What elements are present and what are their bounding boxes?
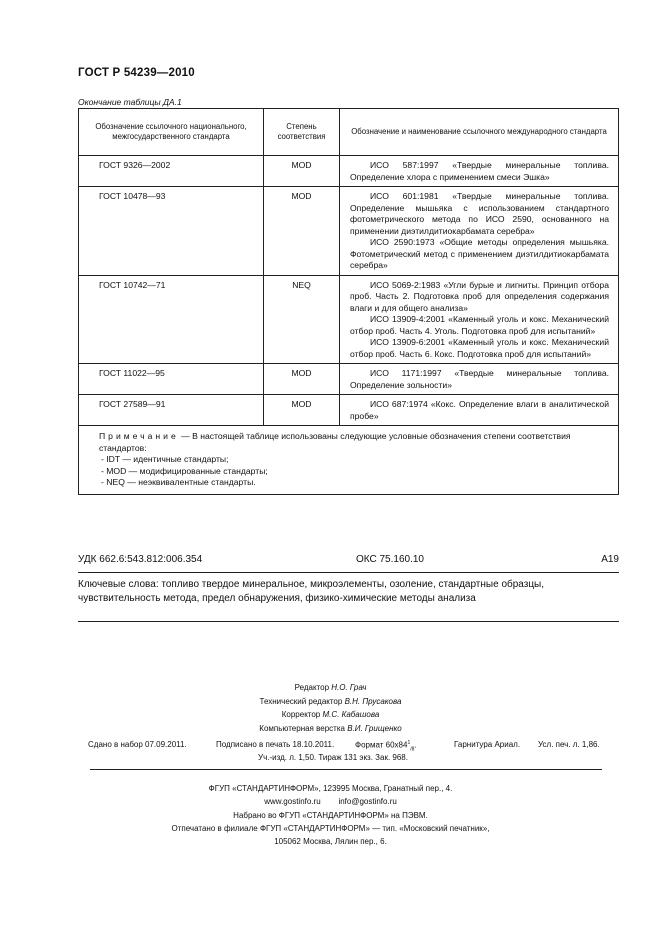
international-standard-cell [340, 395, 619, 426]
note-item: - NEQ — неэквивалентные стандарты. [101, 477, 256, 487]
note-item: - IDT — идентичные стандарты; [101, 454, 229, 464]
column-header-national: Обозначение ссылочного национального, межгосударственного стандарта [79, 109, 264, 156]
table-caption: Окончание таблицы ДА.1 [78, 97, 182, 107]
category-code: А19 [601, 554, 619, 565]
degree-cell: MOD [264, 156, 340, 187]
publisher-footer [0, 782, 661, 848]
note-label: Примечание [99, 431, 179, 441]
divider-bottom [78, 621, 619, 622]
publisher-address: ФГУП «СТАНДАРТИНФОРМ», 123995 Москва, Гранатный пер., 4. [208, 784, 453, 793]
national-standard-cell: ГОСТ 11022—95 [79, 364, 264, 395]
international-standard-cell [340, 156, 619, 187]
table-row [79, 395, 619, 426]
international-standard-text: ИСО 5069-2:1983 «Угли бурые и лигниты. Принцип отбора проб. Часть 2. Подготовка проб для определения содержания влаги и для общего анализа» [350, 279, 609, 313]
international-standard-text: ИСО 1171:1997 «Твердые минеральные топлива. Определение зольности» [350, 368, 609, 390]
international-standard-cell [340, 275, 619, 364]
typeset-note: Набрано во ФГУП «СТАНДАРТИНФОРМ» на ПЭВМ. [233, 810, 428, 820]
table-note [79, 426, 619, 495]
international-standard-text: ИСО 687:1974 «Кокс. Определение влаги в аналитической пробе» [350, 399, 609, 421]
degree-cell: MOD [264, 395, 340, 426]
print-font: Гарнитура Ариал. [454, 740, 521, 749]
credit-layout: Компьютерная верстка В.И. Грищенко [259, 723, 402, 733]
print-info [78, 740, 638, 752]
table-row [79, 275, 619, 364]
document-header: ГОСТ Р 54239—2010 [78, 67, 195, 79]
oks-code: ОКС 75.160.10 [356, 554, 424, 565]
table-row [79, 364, 619, 395]
note-text: — В настоящей таблице использованы следующие условные обозначения степени соответствия стандартов: [99, 431, 571, 453]
degree-cell: MOD [264, 364, 340, 395]
table-note-row [79, 426, 619, 495]
divider-print [90, 769, 602, 770]
keywords: Ключевые слова: топливо твердое минеральное, микроэлементы, озоление, стандартные образцы, чувствительность метода, предел обнаружения, физико-химические методы анализа [78, 579, 545, 604]
table-header-row [79, 109, 619, 156]
credit-editor: Редактор Н.О. Грач [294, 683, 367, 692]
degree-cell: MOD [264, 187, 340, 276]
international-standard-text: ИСО 13909-6:2001 «Каменный уголь и кокс. Механический отбор проб. Часть 6. Кокс. Подготовка проб для испытаний» [350, 337, 609, 359]
standards-table [78, 108, 619, 495]
column-header-degree: Степень соответствия [264, 109, 340, 156]
print-pages: Усл. печ. л. 1,86. [538, 740, 600, 749]
print-run-info: Уч.-изд. л. 1,50. Тираж 131 экз. Зак. 968. [258, 753, 408, 762]
print-submitted: Сдано в набор 07.09.2011. [88, 740, 187, 749]
printer-address: 105062 Москва, Лялин пер., 6. [274, 837, 387, 847]
print-format: Формат $60x84^1_{/8}$. [355, 740, 417, 753]
table-row [79, 156, 619, 187]
national-standard-cell: ГОСТ 9326—2002 [79, 156, 264, 187]
table-row [79, 187, 619, 276]
international-standard-text: ИСО 601:1981 «Твердые минеральные топлива. Определение мышьяка с использованием стандартного фотометрического метода по ИСО 2590, основанного на применении диэтилдитиокарбамата серебра» [350, 191, 609, 236]
international-standard-text: ИСО 2590:1973 «Общие методы определения мышьяка. Фотометрический метод с применением диэтилдитиокарбамата серебра» [350, 237, 609, 270]
degree-cell: NEQ [264, 275, 340, 364]
classification-row [78, 554, 619, 568]
international-standard-cell [340, 364, 619, 395]
international-standard-cell [340, 187, 619, 276]
national-standard-cell: ГОСТ 10742—71 [79, 275, 264, 364]
column-header-international: Обозначение и наименование ссылочного международного стандарта [340, 109, 619, 156]
printed-note: Отпечатано в филиале ФГУП «СТАНДАРТИНФОРМ» — тип. «Московский печатник», [171, 823, 490, 833]
national-standard-cell: ГОСТ 10478—93 [79, 187, 264, 276]
udk-code: УДК 662.6:543.812:006.354 [78, 554, 203, 565]
national-standard-cell: ГОСТ 27589—91 [79, 395, 264, 426]
credit-tech-editor: Технический редактор В.Н. Прусакова [259, 696, 402, 706]
publisher-web: www.gostinfo.ru info@gostinfo.ru [264, 797, 397, 807]
note-item: - MOD — модифицированные стандарты; [101, 465, 268, 476]
international-standard-text: ИСО 13909-4:2001 «Каменный уголь и кокс. Механический отбор проб. Часть 4. Уголь. Подготовка проб для испытаний» [350, 314, 609, 336]
print-signed: Подписано в печать 18.10.2011. [216, 740, 335, 749]
divider-top [78, 572, 619, 573]
international-standard-text: ИСО 587:1997 «Твердые минеральные топлива. Определение хлора с применением смеси Эшка» [350, 160, 609, 182]
credit-proofreader: Корректор М.С. Кабашова [281, 710, 380, 719]
credits [0, 681, 661, 735]
